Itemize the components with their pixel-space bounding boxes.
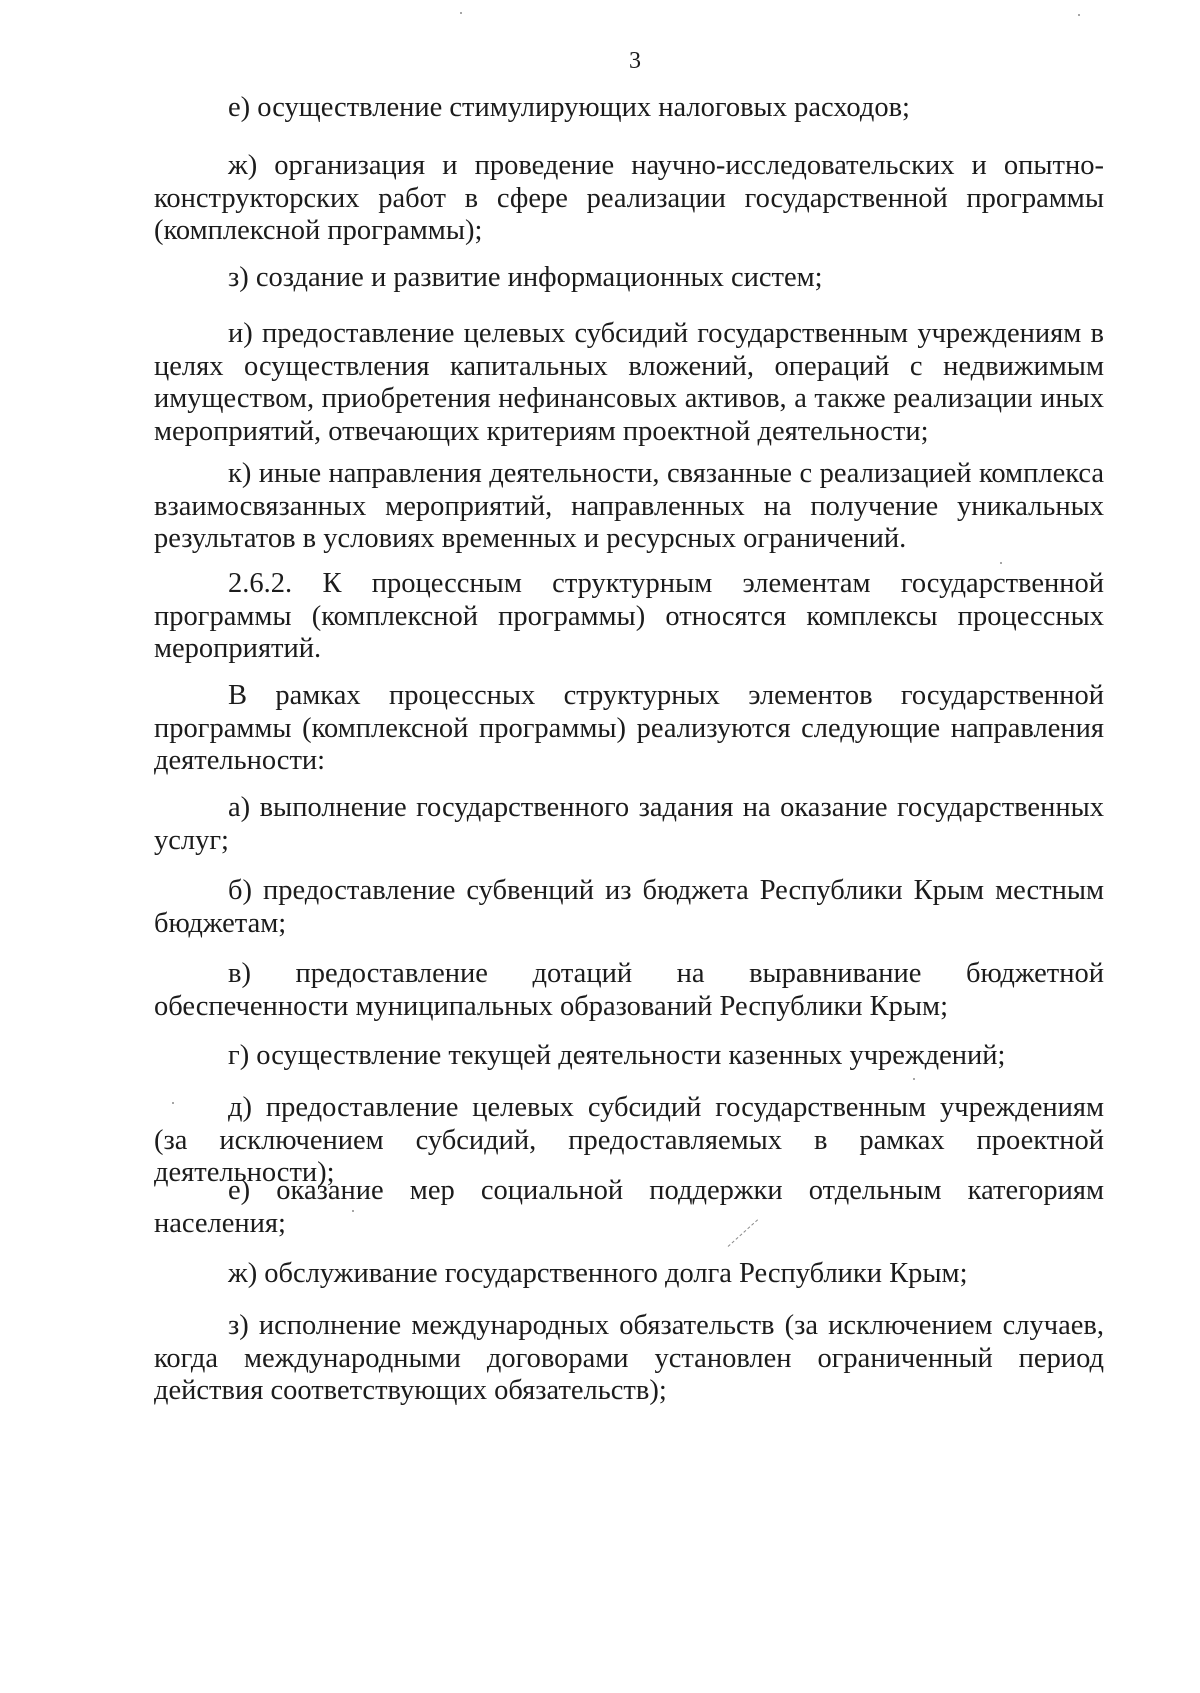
paragraph-d-targeted-subsidies: д) предоставление целевых субсидий государственным учреждениям (за исключением субсидий, предоставляемых в рамках проектной деятельности); (154, 1092, 1104, 1188)
paragraph-a-state-assignment: а) выполнение государственного задания на оказание государственных услуг; (154, 792, 1104, 856)
paragraph-zh-research-works: ж) организация и проведение научно-исследовательских и опытно-конструкторских работ в сфере реализации государственной программы (комплексной программы); (154, 150, 1104, 246)
paragraph-k-other-directions: к) иные направления деятельности, связанные с реализацией комплекса взаимосвязанных мероприятий, направленных на получение уникальных результатов в условиях временных и ресурсных ограничений. (154, 458, 1104, 554)
paragraph-i-targeted-subsidies: и) предоставление целевых субсидий государственным учреждениям в целях осуществления капитальных вложений, операций с недвижимым имуществом, приобретения нефинансовых активов, а также реализации иных мероприятий, отвечающих критериям проектной деятельности; (154, 318, 1104, 447)
paragraph-v-equalization-grants: в) предоставление дотаций на выравнивание бюджетной обеспеченности муниципальных образований Республики Крым; (154, 958, 1104, 1022)
paragraph-2-6-2-process-elements: 2.6.2. К процессным структурным элементам государственной программы (комплексной программы) относятся комплексы процессных мероприятий. (154, 568, 1104, 664)
paragraph-e-tax-expenditures: е) осуществление стимулирующих налоговых расходов; (228, 92, 910, 123)
scan-speck (913, 1078, 915, 1080)
paragraph-e-social-support: е) оказание мер социальной поддержки отдельным категориям населения; (154, 1175, 1104, 1239)
page-number: 3 (629, 48, 641, 74)
paragraph-zh-state-debt: ж) обслуживание государственного долга Республики Крым; (228, 1258, 968, 1289)
paragraph-process-directions-intro: В рамках процессных структурных элементов государственной программы (комплексной программы) реализуются следующие направления деятельности: (154, 680, 1104, 776)
paragraph-z-international-obligations: з) исполнение международных обязательств (за исключением случаев, когда международными договорами установлен ограниченный период действия соответствующих обязательств); (154, 1310, 1104, 1406)
paragraph-z-information-systems: з) создание и развитие информационных систем; (228, 262, 823, 293)
scan-speck (460, 12, 462, 14)
scan-speck (1000, 562, 1002, 564)
scan-speck (172, 1102, 174, 1104)
paragraph-g-state-institutions: г) осуществление текущей деятельности казенных учреждений; (228, 1040, 1006, 1071)
scan-speck (1078, 14, 1080, 16)
paragraph-b-subventions: б) предоставление субвенций из бюджета Республики Крым местным бюджетам; (154, 875, 1104, 939)
scan-speck (352, 1210, 354, 1212)
